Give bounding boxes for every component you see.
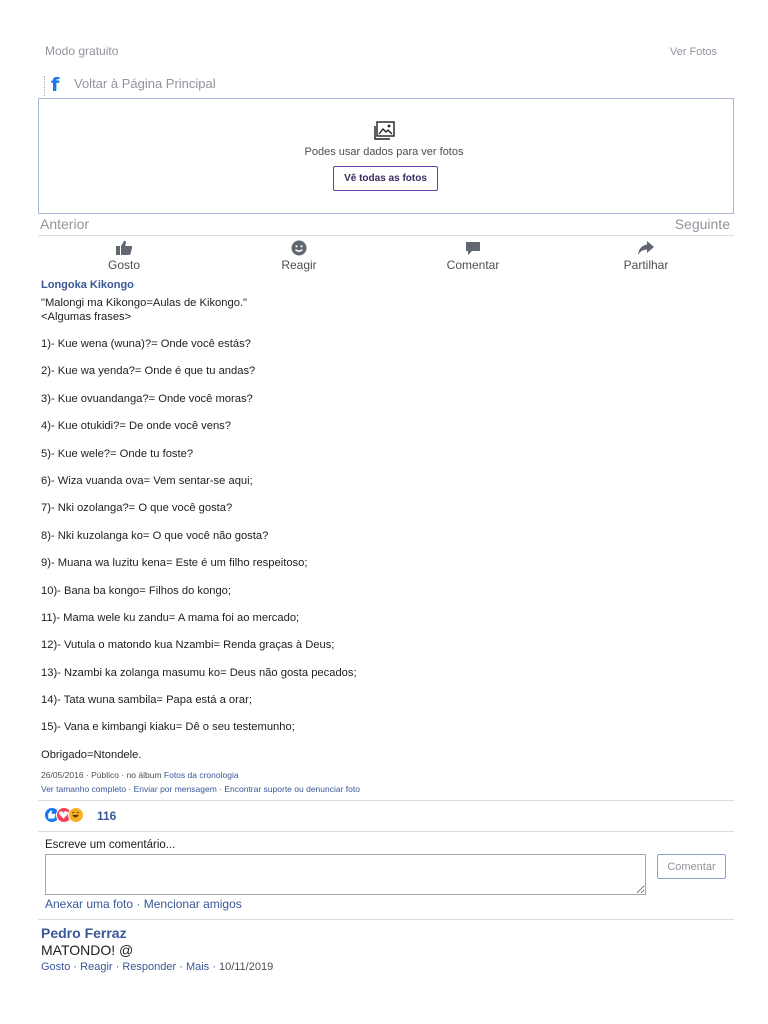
comment-like-link[interactable]: Gosto xyxy=(41,961,71,973)
phrase-line: 4)- Kue otukidi?= De onde você vens? xyxy=(41,420,231,433)
react-label: Reagir xyxy=(281,258,317,272)
comment-input[interactable] xyxy=(45,854,646,895)
divider xyxy=(38,831,734,832)
phrase-line: 11)- Mama wele ku zandu= A mama foi ao mercado; xyxy=(41,611,300,624)
phrase-line: 5)- Kue wele?= Onde tu foste? xyxy=(41,447,194,460)
album-link[interactable]: Fotos da cronologia xyxy=(163,770,239,780)
phrase-line: 8)- Nki kuzolanga ko= O que você não gosta? xyxy=(41,529,269,542)
haha-reaction-icon xyxy=(68,807,84,823)
phrase-line: 9)- Muana wa luzitu kena= Este é um filho respeitoso; xyxy=(41,557,308,570)
phrase-line: 13)- Nzambi ka zolanga masumu ko= Deus não gosta pecados; xyxy=(41,666,357,679)
comment-author-link[interactable]: Pedro Ferraz xyxy=(41,925,127,941)
separator: · xyxy=(133,897,144,911)
phrase-line: 1)- Kue wena (wuna)?= Onde você estás? xyxy=(41,337,251,350)
divider xyxy=(38,235,734,236)
facebook-logo-icon: f xyxy=(44,76,66,96)
post-visibility: Público xyxy=(91,770,119,780)
phrase-line: 3)- Kue ovuandanga?= Onde você moras? xyxy=(41,392,253,405)
phrase-line: 15)- Vana e kimbangi kiaku= Dê o seu testemunho; xyxy=(41,721,295,734)
comment-label: Comentar xyxy=(446,258,500,272)
submit-comment-button[interactable]: Comentar xyxy=(657,854,726,879)
share-icon xyxy=(637,240,655,256)
next-photo-link[interactable]: Seguinte xyxy=(674,216,730,232)
see-photos-link[interactable]: Ver Fotos xyxy=(669,46,717,58)
separator: · xyxy=(176,961,186,973)
post-intro-line: "Malongi ma Kikongo=Aulas de Kikongo." xyxy=(41,297,248,309)
photo-data-message: Podes usar dados para ver fotos xyxy=(304,146,464,158)
attach-photo-link[interactable]: Anexar uma foto xyxy=(45,897,134,911)
comment-more-link[interactable]: Mais xyxy=(185,961,210,973)
album-prefix: no álbum xyxy=(126,770,164,780)
separator: · xyxy=(216,784,225,794)
post-closing: Obrigado=Ntondele. xyxy=(41,748,142,761)
separator: · xyxy=(126,784,134,794)
phrase-line: 14)- Tata wuna sambila= Papa está a orar; xyxy=(41,694,252,707)
like-label: Gosto xyxy=(107,258,140,272)
see-all-photos-button[interactable]: Vê todas as fotos xyxy=(333,166,438,191)
mention-friends-link[interactable]: Mencionar amigos xyxy=(143,897,242,911)
post-text xyxy=(41,297,721,762)
react-button[interactable] xyxy=(239,240,359,272)
share-label: Partilhar xyxy=(623,258,669,272)
comment-react-link[interactable]: Reagir xyxy=(80,961,113,973)
separator: · xyxy=(83,770,92,780)
phrase-line: 10)- Bana ba kongo= Filhos do kongo; xyxy=(41,584,232,597)
phrase-line: 12)- Vutula o matondo kua Nzambi= Renda graças à Deus; xyxy=(41,639,335,652)
smiley-icon xyxy=(290,240,308,256)
comment-extra-links xyxy=(45,897,242,911)
divider xyxy=(38,800,734,801)
send-message-link[interactable]: Enviar por mensagem xyxy=(133,784,217,794)
post-author-link[interactable]: Longoka Kikongo xyxy=(41,279,134,291)
comment-text: MATONDO! @ xyxy=(41,942,134,958)
comment-input-label: Escreve um comentário... xyxy=(45,839,176,851)
reaction-count[interactable]: 116 xyxy=(97,809,117,823)
comment-actions xyxy=(41,961,273,973)
separator: · xyxy=(70,961,81,973)
separator: · xyxy=(209,961,219,973)
comment-reply-link[interactable]: Responder xyxy=(122,961,177,973)
comment-button[interactable] xyxy=(413,240,533,272)
post-intro-line: <Algumas frases> xyxy=(41,310,132,323)
report-photo-link[interactable]: Encontrar suporte ou denunciar foto xyxy=(224,784,360,794)
divider xyxy=(38,919,734,920)
separator: · xyxy=(112,961,123,973)
thumbs-up-icon xyxy=(115,240,133,256)
back-to-home-link[interactable]: Voltar à Página Principal xyxy=(74,76,216,91)
phrase-line: 6)- Wiza vuanda ova= Vem sentar-se aqui; xyxy=(41,474,253,487)
full-size-link[interactable]: Ver tamanho completo xyxy=(41,784,127,794)
post-date: 26/05/2016 xyxy=(41,770,84,780)
post-meta xyxy=(41,770,239,780)
previous-photo-link[interactable]: Anterior xyxy=(40,216,90,232)
comment-date: 10/11/2019 xyxy=(218,961,274,973)
comment-icon xyxy=(464,240,482,256)
phrase-line: 7)- Nki ozolanga?= O que você gosta? xyxy=(41,502,233,515)
phrase-line: 2)- Kue wa yenda?= Onde é que tu andas? xyxy=(41,365,256,378)
photo-icon xyxy=(373,120,397,142)
separator: · xyxy=(119,770,127,780)
like-button[interactable] xyxy=(64,240,184,272)
free-mode-label: Modo gratuito xyxy=(45,44,119,58)
post-links xyxy=(41,784,360,794)
share-button[interactable] xyxy=(586,240,706,272)
